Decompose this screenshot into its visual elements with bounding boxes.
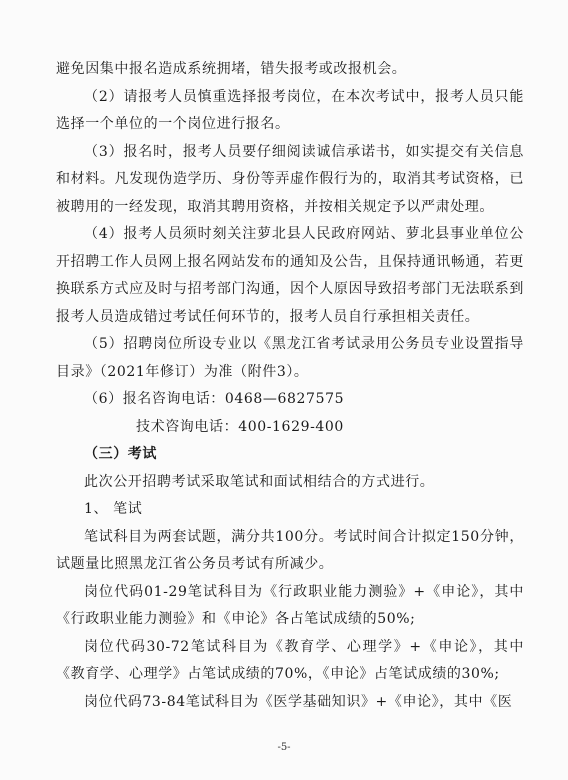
paragraph-item-2: （2）请报考人员慎重选择报考岗位，在本次考试中，报考人员只能选择一个单位的一个岗位进行报名。	[56, 88, 524, 132]
paragraph-item-3: （3）报名时，报考人员要仔细阅读诚信承诺书，如实提交有关信息和材料。凡发现伪造学历、身份等弄虚作假行为的，取消其考试资格，已被聘用的一经发现，取消其聘用资格，并按相关规定予以严肃处理。	[56, 143, 524, 215]
page-number: -5-	[277, 742, 291, 753]
document-body	[56, 56, 524, 716]
technical-phone-line: 技术咨询电话：400-1629-400	[136, 418, 344, 435]
exam-intro: 此次公开招聘考试采取笔试和面试相结合的方式进行。	[84, 473, 435, 490]
subsection-written-exam: 1、 笔试	[84, 501, 143, 517]
exam-paragraph-4: 岗位代码73-84笔试科目为《医学基础知识》+《申论》，其中《医	[84, 693, 513, 710]
exam-paragraph-2: 岗位代码01-29笔试科目为《行政职业能力测验》+《申论》，其中《行政职业能力测验》和《申论》各占笔试成绩的50%;	[56, 583, 524, 627]
exam-paragraph-1: 笔试科目为两套试题，满分共100分。考试时间合计拟定150分钟，试题量比照黑龙江省公务员考试有所减少。	[56, 528, 524, 572]
exam-paragraph-3: 岗位代码30-72笔试科目为《教育学、心理学》+《申论》，其中《教育学、心理学》占笔试成绩的70%，《申论》占笔试成绩的30%;	[56, 638, 524, 682]
paragraph-continuation: 避免因集中报名造成系统拥堵，错失报考或改报机会。	[56, 61, 407, 77]
paragraph-item-5: （5）招聘岗位所设专业以《黑龙江省考试录用公务员专业设置指导目录》（2021年修订）为准（附件3）。	[56, 336, 524, 380]
paragraph-item-4: （4）报考人员须时刻关注萝北县人民政府网站、萝北县事业单位公开招聘工作人员网上报名网站发布的通知及公告，且保持通讯畅通，若更换联系方式应及时与招考部门沟通，因个人原因导致招考部门无法联系到报考人员造成错过考试任何环节的，报考人员自行承担相关责任。	[56, 226, 524, 325]
section-heading-exam: （三）考试	[84, 446, 157, 462]
registration-phone-line: （6）报名咨询电话：0468—6827575	[84, 391, 345, 407]
